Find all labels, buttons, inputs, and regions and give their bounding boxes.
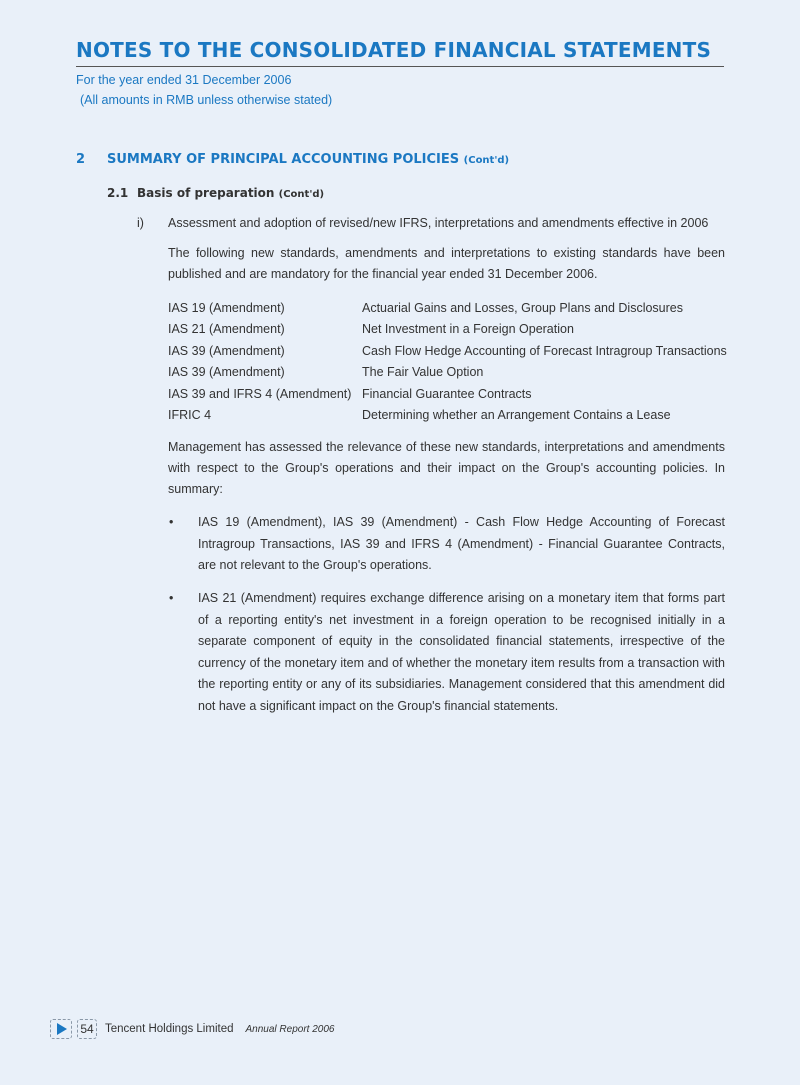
standard-description: Financial Guarantee Contracts [362,386,532,401]
item-number: i) [137,216,144,230]
period-subtitle: For the year ended 31 December 2006 [76,73,292,87]
standard-row [168,384,728,405]
bullet-text: IAS 19 (Amendment), IAS 39 (Amendment) - Cash Flow Hedge Accounting of Forecast Intragroup Transactions, IAS 39 and IFRS 4 (Amendment) - Financial Guarantee Contracts, are not relevant to the Group's operations. [198,515,725,572]
standard-row [168,405,728,426]
subsection-contd: (Cont'd) [278,189,325,200]
page-number: 54 [77,1019,97,1039]
subsection-heading [107,186,324,200]
item-title: Assessment and adoption of revised/new IFRS, interpretations and amendments effective in 2006 [168,216,709,230]
section-title: SUMMARY OF PRINCIPAL ACCOUNTING POLICIES [107,152,460,167]
bullet-text: IAS 21 (Amendment) requires exchange difference arising on a monetary item that forms part of a reporting entity's net investment in a foreign operation to be recognised initially in a separate component of equity in the consolidated financial statements, irrespective of the currency of the monetary item and of whether the monetary item results from a transaction with the reporting entity or any of its subsidiaries. Management considered that this amendment did not have a significant impact on the Group's financial statements. [198,591,725,713]
header-divider [76,66,724,67]
subsection-number: 2.1 [107,186,129,200]
standard-row [168,341,728,362]
standard-description: Net Investment in a Foreign Operation [362,322,574,337]
standard-code: IFRIC 4 [168,408,212,423]
page-title: NOTES TO THE CONSOLIDATED FINANCIAL STATEMENTS [76,38,712,62]
standard-code: IAS 39 and IFRS 4 (Amendment) [168,386,352,401]
page-footer [50,1018,334,1040]
standard-row [168,319,728,340]
section-heading [76,152,509,167]
play-icon [50,1019,72,1039]
standard-description: Cash Flow Hedge Accounting of Forecast Intragroup Transactions [362,343,727,358]
company-name: Tencent Holdings Limited [105,1023,234,1035]
currency-note: (All amounts in RMB unless otherwise stated) [80,93,333,107]
standard-description: Actuarial Gains and Losses, Group Plans and Disclosures [362,301,683,315]
standard-description: Determining whether an Arrangement Contains a Lease [362,408,671,423]
report-name: Annual Report 2006 [245,1023,335,1035]
standard-row [168,298,728,319]
standards-list [168,298,728,426]
subsection-title: Basis of preparation [137,186,275,200]
bullet-marker: • [169,515,174,529]
section-number: 2 [76,152,86,167]
standard-code: IAS 39 (Amendment) [168,365,285,380]
standard-row [168,362,728,383]
standard-description: The Fair Value Option [362,365,484,380]
bullet-marker: • [169,591,174,605]
intro-paragraph: The following new standards, amendments and interpretations to existing standards have been published and are mandatory for the financial year ended 31 December 2006. [168,246,725,281]
assessment-paragraph: Management has assessed the relevance of these new standards, interpretations and amendments with respect to the Group's operations and their impact on the Group's accounting policies. In summary: [168,440,725,496]
standard-code: IAS 19 (Amendment) [168,301,285,315]
section-contd: (Cont'd) [463,155,510,166]
standard-code: IAS 39 (Amendment) [168,343,285,358]
standard-code: IAS 21 (Amendment) [168,322,285,337]
